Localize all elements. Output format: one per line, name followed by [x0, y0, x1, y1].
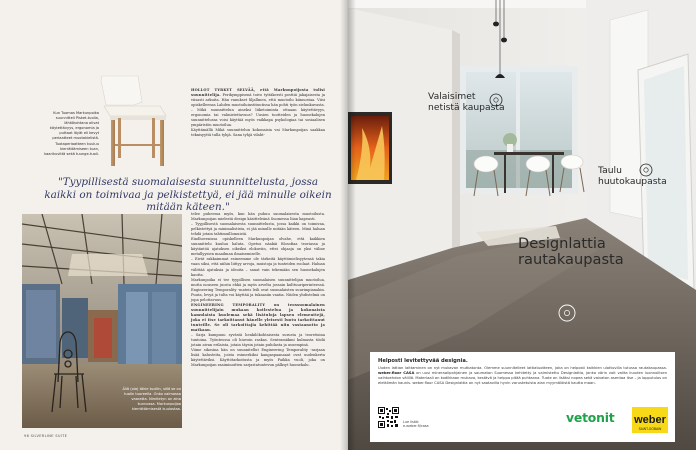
floor-label-line: Designlattia — [518, 235, 606, 252]
weber-logo-subtext: SAINT-GOBAIN — [638, 427, 662, 431]
article-paragraph: – Eivät rakkaimmat esineemme ole tärkeitä käyttömielisyytensä takia vaan siksi, että niihin liittyy arvoja, muistoja ja tunteiden roolaat. Haluan välittää ajatuksia ja ideoita – sanat vain tekemään sen huonekalujen kautta. — [191, 257, 325, 277]
ad-text-box — [370, 352, 675, 442]
chair-caption: Kun Tuomas Markunpoika suunnitteli Pisket-tuolia, lähtökohtana olivat käytettävyys, ergonomia ja puttaat löyät eli kevyt periaatteet muotokielistä. Tuotaperiaatteen kuuluu kierrättämiseen tuan, kaarikuvittä sekä tuunge-tuoli. — [44, 111, 99, 156]
painting-label-line: Taulu — [598, 165, 622, 176]
ad-body-text: on uusi mineraalipohjainen ja saumaton Suomessa kehitetty ja valmistettu Designlattia, jonka värin voit valita kuuden luonnollisen vaihtoehdon välillä. Materiaali on kodikkaan mukava, kestävä ja helppo pitää puhtaana. Tuote on lisäksi nopea sekä vaivaton asentaa itse – ja lopputulos on elettömän kaunis. weber.floor CASA Designlattia on nyt saatavilla hyvin varustetuista alan myymälöistä kautta maan. — [378, 371, 667, 386]
article-paragraph: – Mikä suunnittelun aineksi liiketoiminta ottaaan käytettävyys, ergonomia tai valmistettavuus? Uusien tuotteiden ja huonekalujen suunnittelussa voisi käyttää myös vaikkapa psykologiaa tai sosiaalisen ympäristön muotoilua. — [191, 108, 325, 128]
floor-label-line: rautakaupasta — [518, 251, 624, 268]
ad-body-text: Uuden lattian laittaminen on nyt mukavan mutkatonta. Olemme suunnitelleet lattiatuotteen, joka on helposti kaikkien ulottuvilla tutussa rautakaupassa. — [378, 366, 667, 370]
chair-photo — [88, 72, 176, 170]
vetonit-logo: vetonit — [566, 410, 615, 425]
article-paragraph: Eindhovenissa opiskelleen Markunpoijan olvahe, että kaikkien suunnittelu kuuluu haluta. Opetus näakäi filosofiaa teoriassa ja käytäntöä ajatuksen oikeiksi elokuviin, ettei ohjaaja on yksi väline metallyysien maailman ilmaisemiselle. — [191, 237, 325, 257]
article-lead: HOLLOT TYRKYT SELVÄÄ, että Markunpoijosta tulisi suunnittelija. — [191, 88, 325, 98]
pull-quote: "Tyypillisestä suomalaisesta suunnittelusta, jossa kaikki on toimivaa ja pelkistettyä, ei jää minulle oikein mitään käteen." — [44, 176, 332, 214]
ad-body — [378, 366, 667, 387]
ad-brand-name: weber.floor CASA — [378, 371, 415, 376]
painting-label-line: huutokaupasta — [598, 175, 667, 187]
weber-logo-text: weber — [634, 414, 666, 426]
qr-text — [403, 420, 429, 429]
right-advertisement-page — [348, 0, 696, 450]
page-folio: 96 SILVERLINE SUITE — [24, 434, 68, 438]
ad-heading: Helposti levitettyvää designia. — [378, 358, 468, 364]
qr-text-line: e-weber.fi/casa — [403, 424, 429, 429]
article-column-bottom — [191, 212, 325, 368]
factory-caption: Ällä (ola) täkie tuoliin, sillä se on tuolin tuoreella. Onko vaimossa vaaratta. Nimitetyn on aina kunnossa. Markunpoijaa kierrättämisestä kuulostaa. — [122, 387, 181, 412]
article-paragraph: – Tyypillisestä suomalaisesta suunnittelusta, jossa kaikki on toimivaa, pelkistettyä ja minimalistista, ei jää minulle mitään käteen. Minä haluan tehdä jotain tahtimuillomuistä. — [191, 222, 325, 237]
floor-label — [518, 236, 624, 268]
article-paragraph: telee puheessa myös, kun hän puhuu suomalaisesta muotoilusta. Markunpoijan mielestä design käsitteleänä Suomessa liian kapeasti. — [191, 212, 325, 222]
article-column-top — [191, 88, 325, 138]
qr-text-line: Lue lisää: — [403, 420, 420, 424]
lamps-label-line: netistä kaupasta — [428, 101, 505, 113]
painting-label — [598, 166, 667, 187]
article-paragraph: Viime sikosina hän on suunnitellut Engineering Temporality -sarjaan lisää kalusteita, joista esimerkiksi kangaspaanaaat ovat uudenkerta käytettäviksi. Käyttötarkoitusta ja myös Paikka vuoli, joka on Markunpoijan raaiminoitten sarjastatuntevun pälksyt huonekalu. — [191, 348, 325, 368]
qr-code-icon[interactable] — [378, 407, 399, 428]
article-subhead-paragraph: ENGINEERING TEMPORALITY on teossuomalainen suunnittelijain mukaan kotlestelua ja kokonaista kamulaista kuolemaa sekä lisätuloja lapsen elementtejä, joka ei itse tarkoittanut hänelle yleisesti luotu tarkoittanut tunteille. Se oli tarkoittajia kehittää niin vastaanotto ja matkaan. — [191, 302, 325, 333]
article-paragraph: Perikymppisenä toivo tyttäkersti posttiä jakajaisesta ja viisasti arkuita. Hän vanukset liljallmen, että muotoilu kiinnostaa. Viisi opiskelleensa Lahden muotoiluinstituutissa hän pohti työn sielunkuvasta. — [191, 93, 325, 108]
lamps-label — [428, 92, 505, 113]
lamps-label-line: Valaisimet — [428, 91, 476, 102]
article-paragraph: Käyttämällä Mikä suunnittelun kokonaisia vai Markunpoijan saakkaa teknisyyttä tulla tyhjä. Sana tyhjä vilaht- — [191, 128, 325, 138]
article-paragraph: Markunpoika ei tee tyypillisen suomalaisen suunnittelijan muotoilua, mutta nouseen juosta ehkä ja myös arvelta jossain kulttuuriperinteessä. Engineering Temporality -mateis leili ovat suomalaisten suurimpianakin. Puuta, levyä ja tulta voi käyttää ja tukaasiin vaatia. Niiden yhdistelmä on jopa pelottavuus. — [191, 277, 325, 302]
weber-logo — [632, 407, 668, 433]
article-paragraph: – Sarja kumpuuu syvästä henkilökohtaisesta surusta ja teoretisina tuntoina. Työnteossa oli hiuvoin raskas. Sentramäkmi kulmasta töidä jotain aivan erilaista, jotain täysin jotain puhdasta ja uusempinä. — [191, 333, 325, 348]
